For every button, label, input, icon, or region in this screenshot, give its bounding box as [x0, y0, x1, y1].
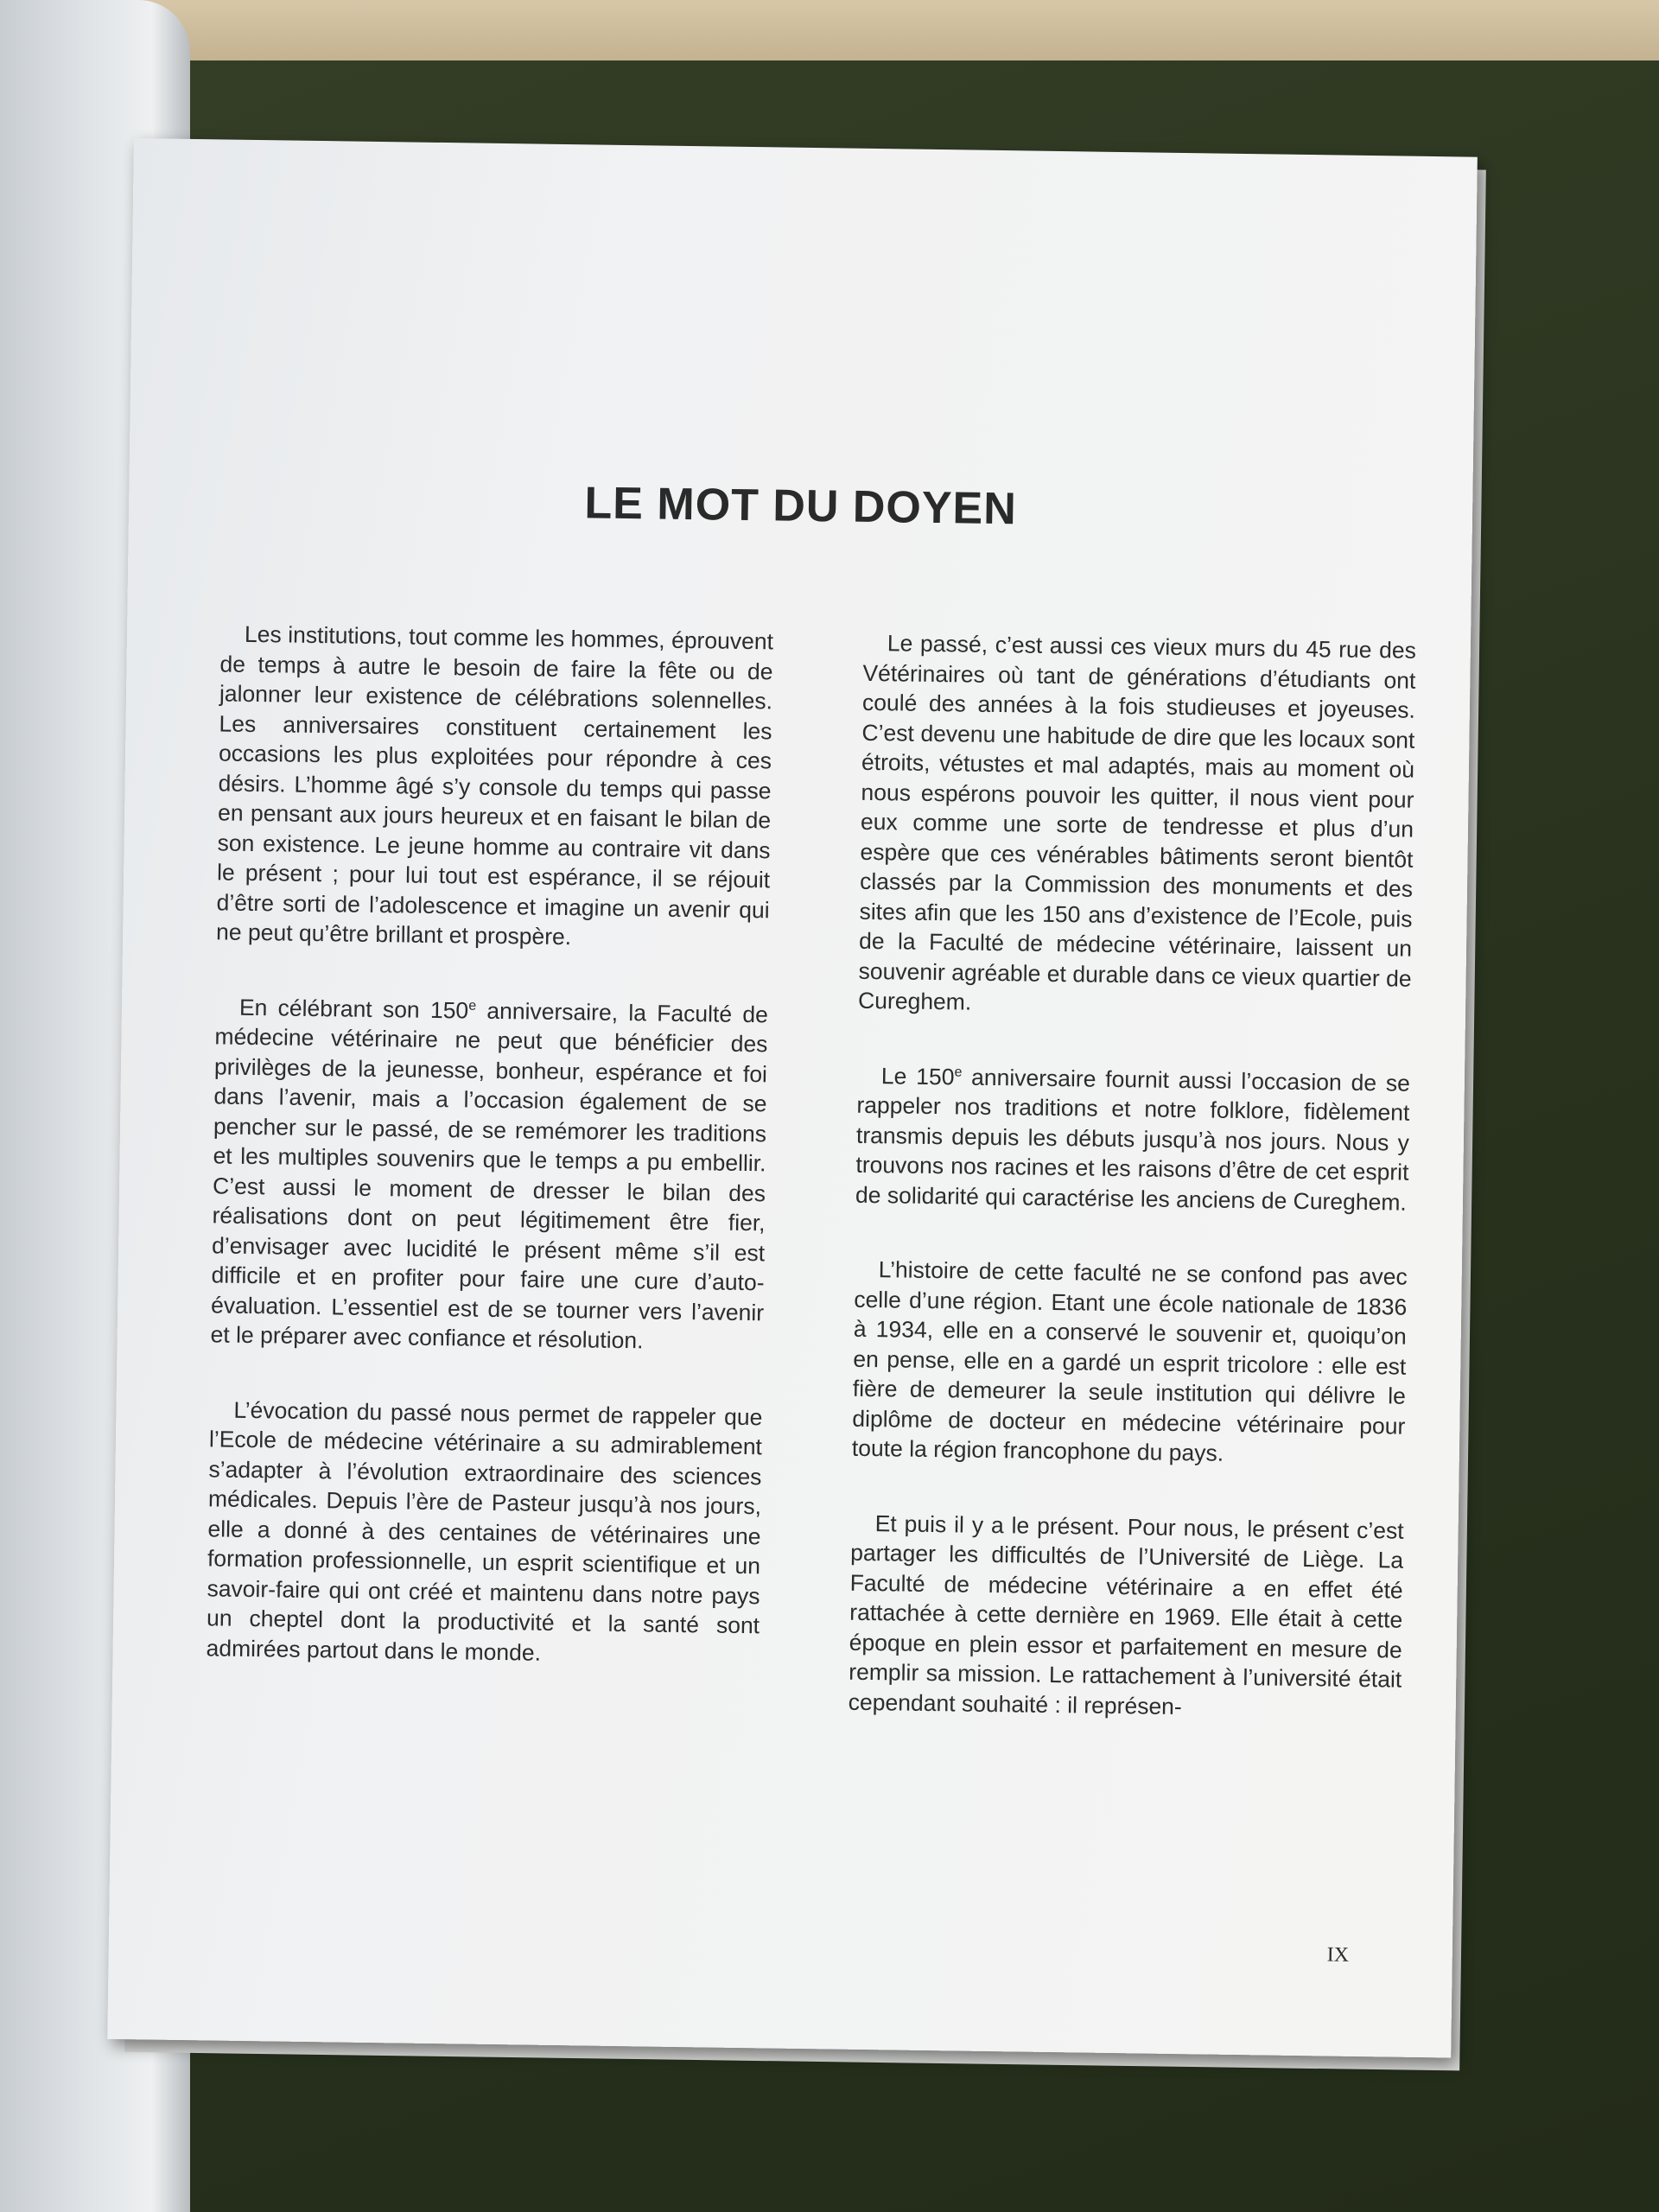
- paragraph: Les institutions, tout comme les hommes, éprouvent de temps à autre le besoin de faire la fête ou de jalonner leur existence de célébrations solennelles. Les anniversaires constituent certainement les occasions les plus exploitées pour répondre à ces désirs. L’homme âgé s’y console du temps qui passe en pensant aux jours heureux et en faisant le bilan de son existence. Le jeune homme au contraire vit dans le présent ; pour lui tout est espérance, il se réjouit d’être sorti de l’adolescence et imagine un avenir qui ne peut qu’être brillant et prospère.: [215, 620, 774, 950]
- paragraph: Le 150e anniversaire fournit aussi l’occasion de se rappeler nos traditions et notre folklore, fidèlement transmis depuis les débuts jusqu’à nos jours. Nous y trouvons nos racines et les raisons d’être de cet esprit de solidarité qui caractérise les anciens de Cureghem.: [855, 1062, 1411, 1216]
- paragraph: L’histoire de cette faculté ne se confond pas avec celle d’une région. Etant une école nationale de 1836 à 1934, elle en a conservé le souvenir et, quoiqu’on en pense, elle en a gardé un esprit tricolore : elle est fière de demeurer la seule institution qui délivre le diplôme de docteur en médecine vétérinaire pour toute la région francophone du pays.: [851, 1256, 1408, 1466]
- table-edge: [0, 0, 1659, 60]
- paragraph: L’évocation du passé nous permet de rappeler que l’Ecole de médecine vétérinaire a su admirablement s’adapter à l’évolution extraordinaire des sciences médicales. Depuis l’ère de Pasteur jusqu’à nos jours, elle a donné à des centaines de vétérinaires une formation professionnelle, un esprit scientifique et un savoir-faire qui ont créé et maintenu dans notre pays un cheptel dont la productivité et la santé sont admirées partout dans le monde.: [206, 1396, 763, 1666]
- page-title: LE MOT DU DOYEN: [584, 478, 1018, 535]
- left-text-column: [206, 619, 774, 1715]
- paragraph: En célébrant son 150e anniversaire, la Faculté de médecine vétérinaire ne peut que bénéficier des privilèges de la jeunesse, bonheur, espérance et foi dans l’avenir, mais a l’occasion également de se pencher sur le passé, de se remémorer les traditions et les multiples souvenirs que le temps a pu embellir. C’est aussi le moment de dresser le bilan des réalisations dont on peut légitimement être fier, d’envisager avec lucidité le présent même s’il est difficile et en profiter pour faire une cure d’auto-évaluation. L’essentiel est de se tourner vers l’avenir et le préparer avec confiance et résolution.: [210, 994, 769, 1354]
- page-number: IX: [1326, 1943, 1350, 1967]
- right-text-column: [848, 628, 1416, 1770]
- book-page: [107, 138, 1478, 2057]
- paragraph: Le passé, c’est aussi ces vieux murs du 45 rue des Vétérinaires où tant de générations d’étudiants ont coulé des années à la fois studieuses et joyeuses. C’est devenu une habitude de dire que les locaux sont étroits, vétustes et mal adaptés, mais au moment où nous espérons pouvoir les quitter, il nous vient pour eux comme une sorte de tendresse et plus d’un espère que ces vénérables bâtiments seront bientôt classés par la Commission des monuments et des sites afin que les 150 ans d’existence de l’Ecole, puis de la Faculté de médecine vétérinaire, laissent un souvenir agréable et durable dans ce vieux quartier de Cureghem.: [857, 630, 1417, 1015]
- paragraph: Et puis il y a le présent. Pour nous, le présent c’est partager les difficultés de l’Université de Liège. La Faculté de médecine vétérinaire a en effet été rattachée à cette dernière en 1969. Elle était à cette époque en plein essor et parfaitement en mesure de remplir sa mission. Le rattachement à l’université était cependant souhaité : il représen-: [848, 1510, 1404, 1719]
